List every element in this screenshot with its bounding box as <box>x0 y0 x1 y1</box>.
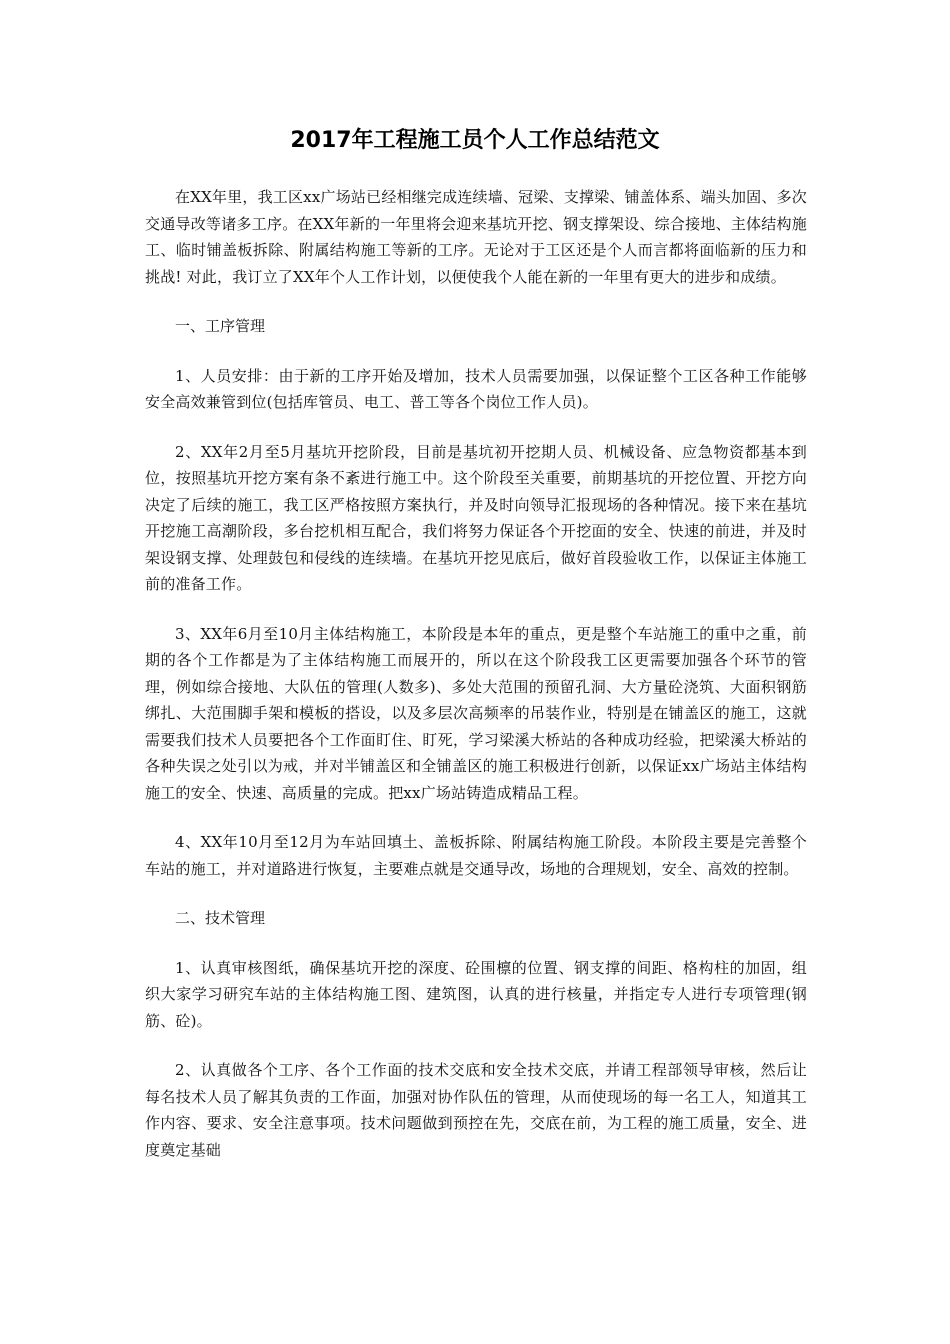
process-item-1: 1、人员安排：由于新的工序开始及增加，技术人员需要加强，以保证整个工区各种工作能够安全高效兼管到位(包括库管员、电工、普工等各个岗位工作人员)。 <box>145 366 807 411</box>
process-item-4: 4、XX年10月至12月为车站回填土、盖板拆除、附属结构施工阶段。本阶段主要是完善整个车站的施工，并对道路进行恢复，主要难点就是交通导改，场地的合理规划，安全、高效的控制。 <box>145 833 807 878</box>
section-heading-technical-management: 二、技术管理 <box>175 909 266 927</box>
intro-paragraph: 在XX年里，我工区xx广场站已经相继完成连续墙、冠梁、支撑梁、铺盖体系、端头加固、多次交通导改等诸多工序。在XX年新的一年里将会迎来基坑开挖、钢支撑架设、综合接地、主体结构施工、临时铺盖板拆除、附属结构施工等新的工序。无论对于工区还是个人而言都将面临新的压力和挑战! 对此，我订立了XX年个人工作计划，以便使我个人能在新的一年里有更大的进步和成绩。 <box>145 188 807 286</box>
process-item-3: 3、XX年6月至10月主体结构施工，本阶段是本年的重点，更是整个车站施工的重中之重，前期的各个工作都是为了主体结构施工而展开的，所以在这个阶段我工区更需要加强各个环节的管理，例如综合接地、大队伍的管理(人数多)、多处大范围的预留孔洞、大方量砼浇筑、大面积钢筋绑扎、大范围脚手架和模板的搭设，以及多层次高频率的吊装作业，特别是在铺盖区的施工，这就需要我们技术人员要把各个工作面盯住、盯死，学习梁溪大桥站的各种成功经验，把梁溪大桥站的各种失误之处引以为戒，并对半铺盖区和全铺盖区的施工积极进行创新，以保证xx广场站主体结构施工的安全、快速、高质量的完成。把xx广场站铸造成精品工程。 <box>145 624 807 802</box>
technical-item-2: 2、认真做各个工序、各个工作面的技术交底和安全技术交底，并请工程部领导审核，然后让每名技术人员了解其负责的工作面，加强对协作队伍的管理，从而使现场的每一名工人，知道其工作内容、要求、安全注意事项。技术问题做到预控在先，交底在前，为工程的施工质量，安全、进度奠定基础 <box>145 1061 807 1159</box>
section-heading-process-management: 一、工序管理 <box>175 317 266 335</box>
process-item-2: 2、XX年2月至5月基坑开挖阶段，目前是基坑初开挖期人员、机械设备、应急物资都基本到位，按照基坑开挖方案有条不紊进行施工中。这个阶段至关重要，前期基坑的开挖位置、开挖方向决定了后续的施工，我工区严格按照方案执行，并及时向领导汇报现场的各种情况。接下来在基坑开挖施工高潮阶段，多台挖机相互配合，我们将努力保证各个开挖面的安全、快速的前进，并及时架设钢支撑、处理鼓包和侵线的连续墙。在基坑开挖见底后，做好首段验收工作，以保证主体施工前的准备工作。 <box>145 442 807 593</box>
document-title: 2017年工程施工员个人工作总结范文 <box>290 128 660 153</box>
technical-item-1: 1、认真审核图纸，确保基坑开挖的深度、砼围檩的位置、钢支撑的间距、格构柱的加固，组织大家学习研究车站的主体结构施工图、建筑图，认真的进行核量，并指定专人进行专项管理(钢筋、砼)。 <box>145 958 807 1030</box>
document-body <box>145 184 807 1186</box>
